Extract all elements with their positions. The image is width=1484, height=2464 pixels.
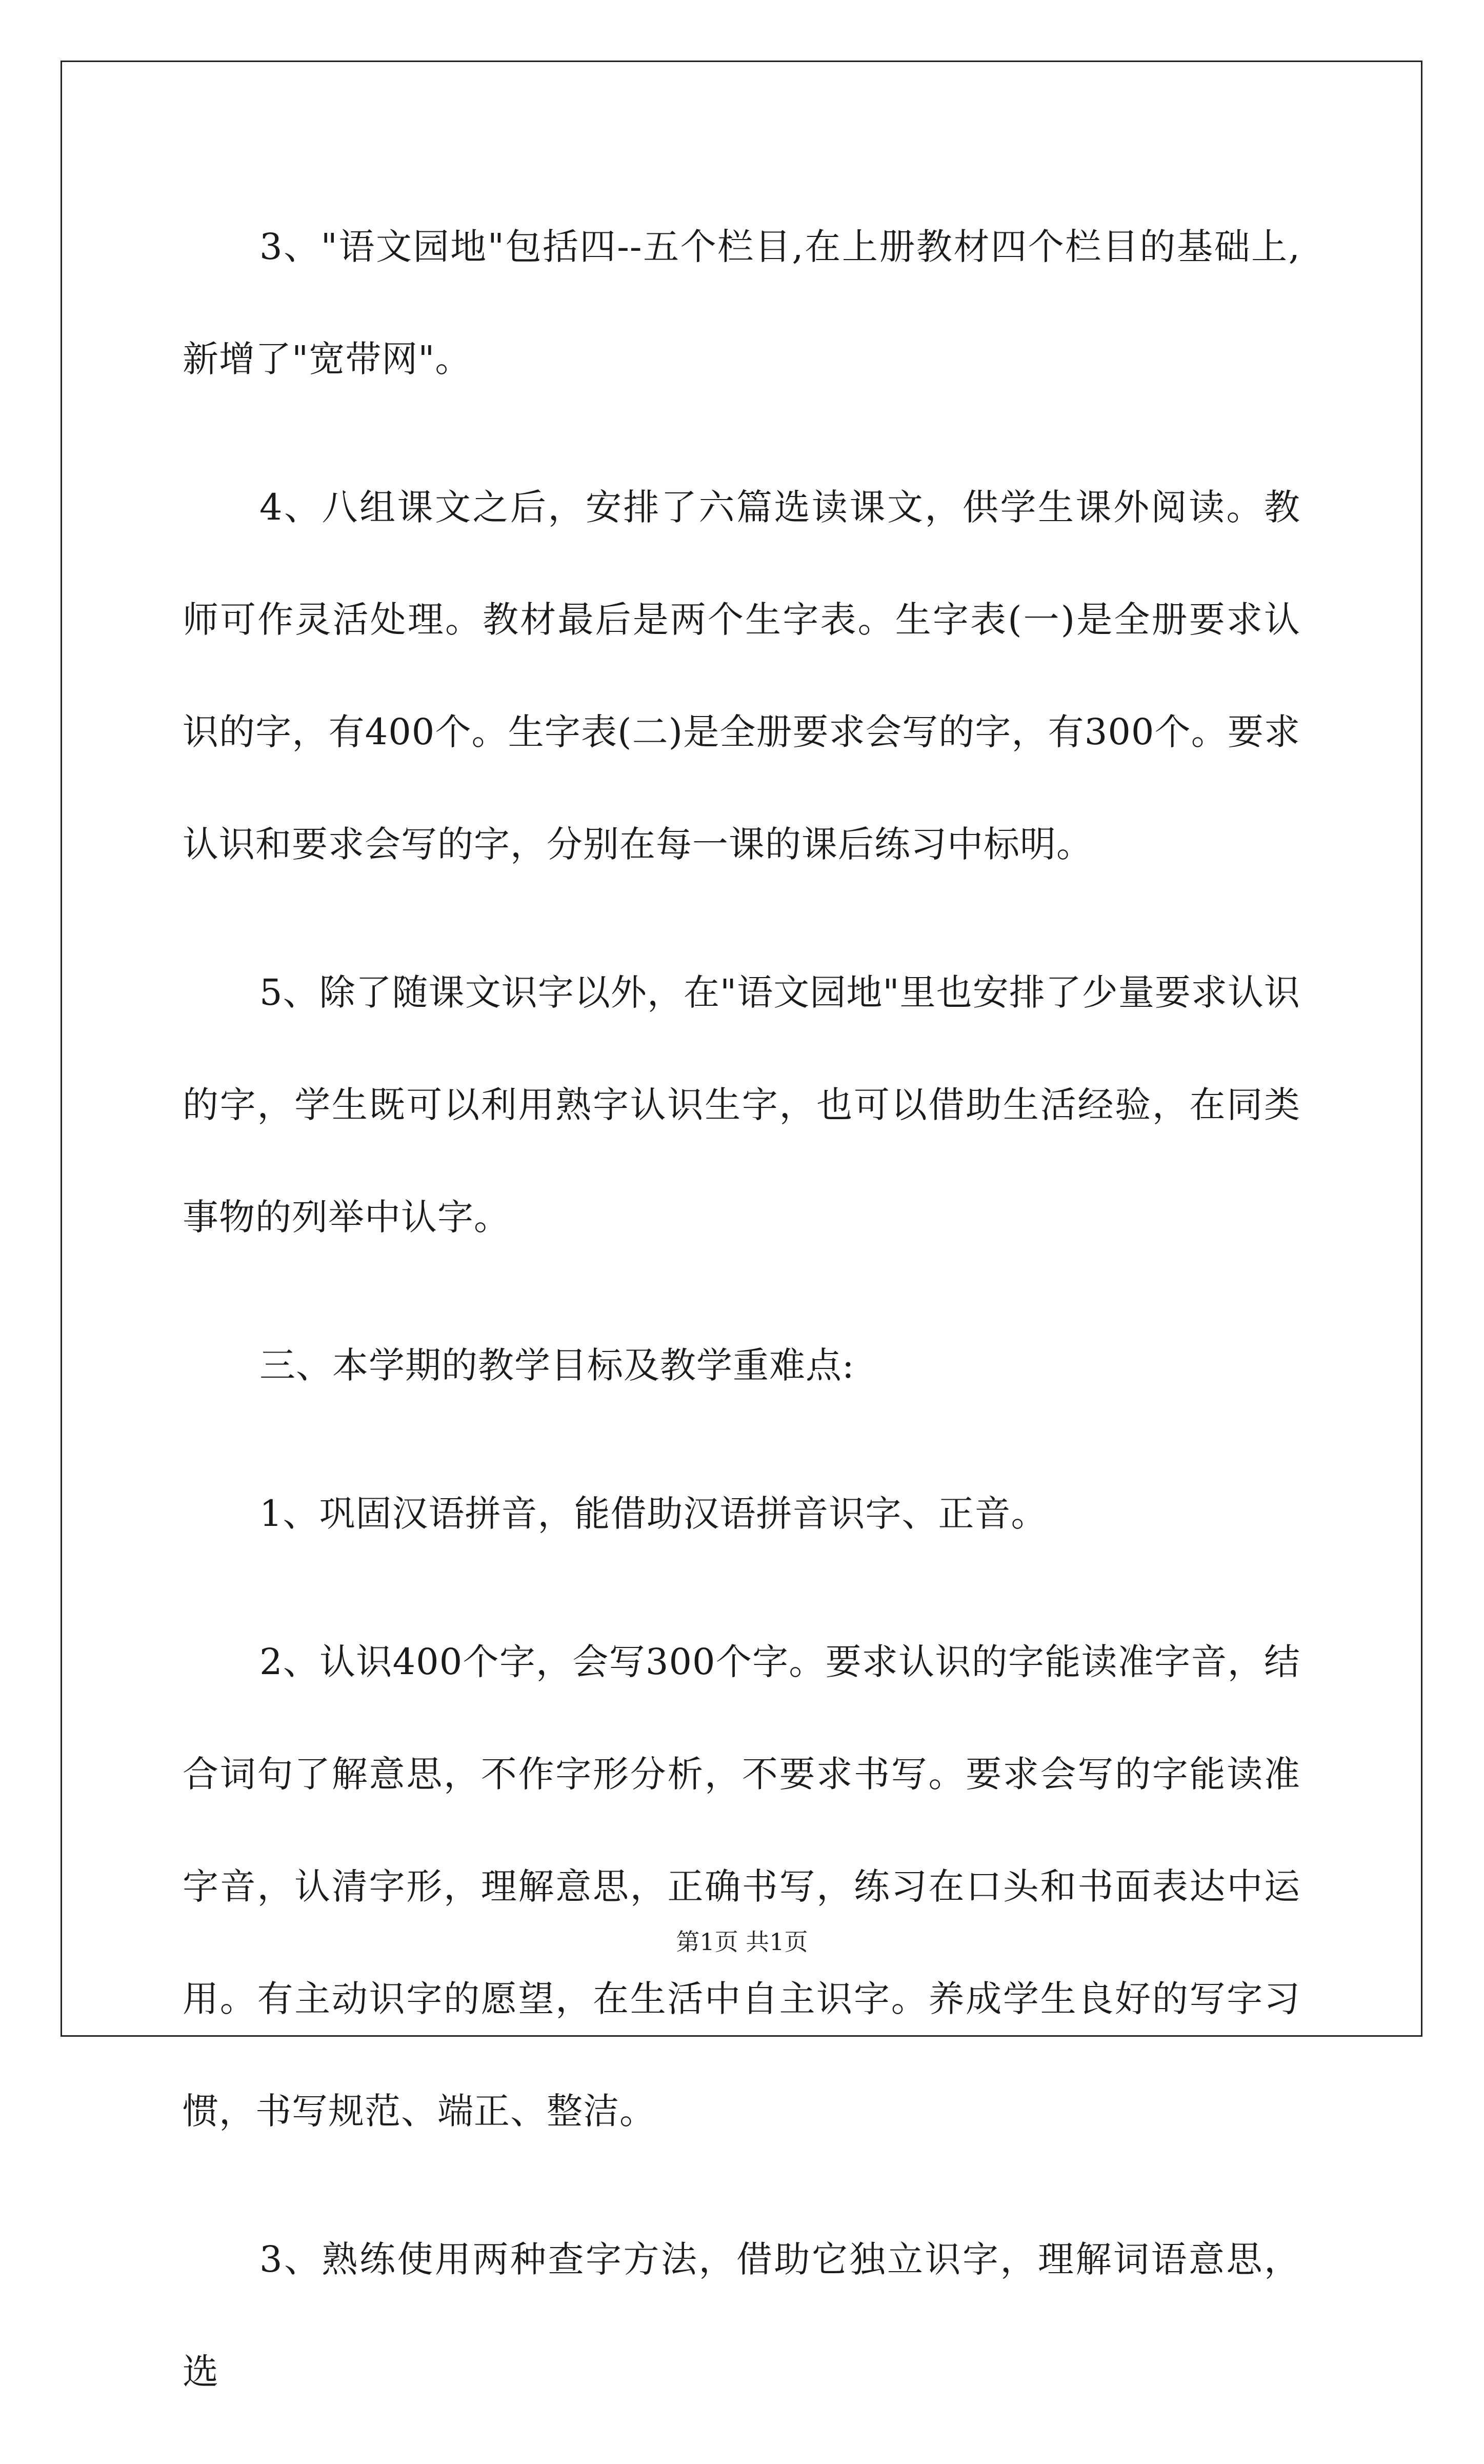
paragraph-5-literacy: 5、除了随课文识字以外，在"语文园地"里也安排了少量要求认识的字，学生既可以利用熟字认识生字，也可以借助生活经验，在同类事物的列举中认字。 bbox=[183, 971, 1300, 1238]
paragraph-3-yuwen-yuandi: 3、"语文园地"包括四--五个栏目,在上册教材四个栏目的基础上,新增了"宽带网"。 bbox=[183, 226, 1300, 380]
goal-1-pinyin: 1、巩固汉语拼音，能借助汉语拼音识字、正音。 bbox=[259, 1493, 1048, 1535]
goal-2-characters: 2、认识400个字，会写300个字。要求认识的字能读准字音，结合词句了解意思，不作字形分析，不要求书写。要求会写的字能读准字音，认清字形，理解意思，正确书写，练习在口头和书面表达中运用。有主动识字的愿望，在生活中自主识字。养成学生良好的写字习惯，书写规范、端正、整洁。 bbox=[183, 1641, 1300, 2132]
paragraph-4-selected-readings: 4、八组课文之后，安排了六篇选读课文，供学生课外阅读。教师可作灵活处理。教材最后是两个生字表。生字表(一)是全册要求认识的字，有400个。生字表(二)是全册要求会写的字，有300个。要求认识和要求会写的字，分别在每一课的课后练习中标明。 bbox=[183, 486, 1300, 865]
section-heading-goals: 三、本学期的教学目标及教学重难点: bbox=[259, 1344, 855, 1386]
page-footer: 第1页 共1页 bbox=[676, 1928, 808, 1956]
goal-3-dictionary: 3、熟练使用两种查字方法，借助它独立识字，理解词语意思，选 bbox=[183, 2238, 1300, 2393]
document-body bbox=[183, 191, 1300, 2464]
